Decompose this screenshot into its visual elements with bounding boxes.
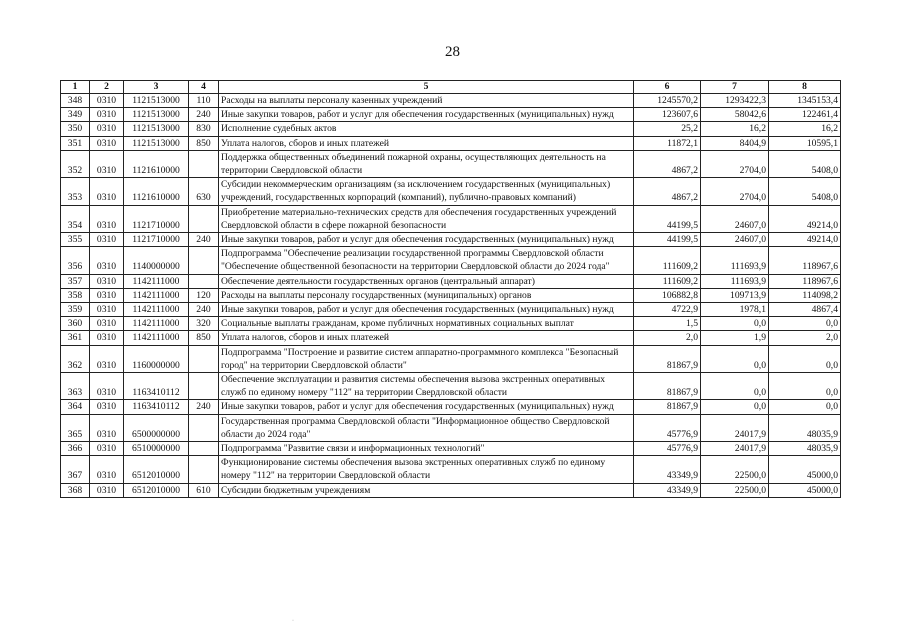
- table-row: [61, 178, 841, 205]
- expense-name: Приобретение материально-технических средств для обеспечения государственных учреждений Свердловской области в сфере пожарной безопасности: [219, 205, 634, 232]
- target-article-code: 6500000000: [124, 414, 189, 441]
- table-row: [61, 456, 841, 483]
- expense-name: Иные закупки товаров, работ и услуг для обеспечения государственных (муниципальных) нужд: [219, 303, 634, 317]
- expense-name: Иные закупки товаров, работ и услуг для обеспечения государственных (муниципальных) нужд: [219, 400, 634, 414]
- section-code: 0310: [90, 483, 124, 497]
- expense-type-code: 240: [189, 303, 219, 317]
- row-number: 350: [61, 122, 90, 136]
- expense-type-code: 630: [189, 178, 219, 205]
- table-row: [61, 288, 841, 302]
- section-code: 0310: [90, 233, 124, 247]
- scan-dot: ·: [292, 618, 294, 624]
- table-row: [61, 373, 841, 400]
- expense-type-code: [189, 456, 219, 483]
- section-code: 0310: [90, 373, 124, 400]
- table-row: [61, 442, 841, 456]
- expense-name: Обеспечение деятельности государственных органов (центральный аппарат): [219, 274, 634, 288]
- row-number: 364: [61, 400, 90, 414]
- expense-name: Подпрограмма "Обеспечение реализации государственной программы Свердловской области "Обеспечение общественной безопасности на территории Свердловской области до 2024 года": [219, 247, 634, 274]
- budget-table: [60, 80, 841, 498]
- amount-year-1: 2,0: [634, 331, 701, 345]
- expense-type-code: 850: [189, 136, 219, 150]
- section-code: 0310: [90, 94, 124, 108]
- amount-year-2: 111693,9: [701, 247, 769, 274]
- amount-year-2: 24607,0: [701, 233, 769, 247]
- target-article-code: 1121610000: [124, 178, 189, 205]
- expense-type-code: [189, 442, 219, 456]
- amount-year-1: 4722,9: [634, 303, 701, 317]
- amount-year-1: 45776,9: [634, 414, 701, 441]
- amount-year-1: 106882,8: [634, 288, 701, 302]
- row-number: 348: [61, 94, 90, 108]
- amount-year-2: 1978,1: [701, 303, 769, 317]
- expense-name: Уплата налогов, сборов и иных платежей: [219, 331, 634, 345]
- expense-type-code: [189, 274, 219, 288]
- target-article-code: 6510000000: [124, 442, 189, 456]
- section-code: 0310: [90, 288, 124, 302]
- amount-year-3: 114098,2: [769, 288, 841, 302]
- amount-year-1: 1,5: [634, 317, 701, 331]
- header-row: [61, 81, 841, 94]
- amount-year-1: 4867,2: [634, 178, 701, 205]
- amount-year-3: 122461,4: [769, 108, 841, 122]
- target-article-code: 1121513000: [124, 108, 189, 122]
- amount-year-1: 11872,1: [634, 136, 701, 150]
- amount-year-1: 25,2: [634, 122, 701, 136]
- amount-year-2: 0,0: [701, 317, 769, 331]
- row-number: 351: [61, 136, 90, 150]
- section-code: 0310: [90, 345, 124, 372]
- amount-year-2: 109713,9: [701, 288, 769, 302]
- amount-year-2: 1293422,3: [701, 94, 769, 108]
- amount-year-1: 81867,9: [634, 345, 701, 372]
- row-number: 363: [61, 373, 90, 400]
- expense-name: Субсидии бюджетным учреждениям: [219, 483, 634, 497]
- amount-year-3: 4867,4: [769, 303, 841, 317]
- expense-name: Социальные выплаты гражданам, кроме публичных нормативных социальных выплат: [219, 317, 634, 331]
- section-code: 0310: [90, 122, 124, 136]
- amount-year-1: 44199,5: [634, 233, 701, 247]
- amount-year-3: 118967,6: [769, 274, 841, 288]
- expense-name: Обеспечение эксплуатации и развития системы обеспечения вызова экстренных оперативных служб по единому номеру "112" на территории Свердловской области: [219, 373, 634, 400]
- expense-name: Расходы на выплаты персоналу казенных учреждений: [219, 94, 634, 108]
- table-row: [61, 150, 841, 177]
- amount-year-2: 22500,0: [701, 483, 769, 497]
- page-number: 28: [445, 44, 460, 60]
- target-article-code: 1121513000: [124, 136, 189, 150]
- section-code: 0310: [90, 205, 124, 232]
- expense-type-code: 830: [189, 122, 219, 136]
- row-number: 368: [61, 483, 90, 497]
- expense-type-code: 120: [189, 288, 219, 302]
- section-code: 0310: [90, 150, 124, 177]
- expense-type-code: [189, 345, 219, 372]
- row-number: 355: [61, 233, 90, 247]
- amount-year-3: 0,0: [769, 345, 841, 372]
- target-article-code: 1121513000: [124, 122, 189, 136]
- section-code: 0310: [90, 400, 124, 414]
- section-code: 0310: [90, 178, 124, 205]
- target-article-code: 1140000000: [124, 247, 189, 274]
- column-header: 2: [90, 81, 124, 94]
- target-article-code: 1160000000: [124, 345, 189, 372]
- expense-name: Иные закупки товаров, работ и услуг для обеспечения государственных (муниципальных) нужд: [219, 233, 634, 247]
- amount-year-3: 45000,0: [769, 456, 841, 483]
- expense-type-code: 320: [189, 317, 219, 331]
- expense-type-code: [189, 247, 219, 274]
- amount-year-3: 0,0: [769, 400, 841, 414]
- expense-name: Подпрограмма "Развитие связи и информационных технологий": [219, 442, 634, 456]
- table-row: [61, 108, 841, 122]
- amount-year-3: 48035,9: [769, 442, 841, 456]
- amount-year-1: 45776,9: [634, 442, 701, 456]
- table-row: [61, 122, 841, 136]
- table-row: [61, 345, 841, 372]
- column-header: 6: [634, 81, 701, 94]
- row-number: 360: [61, 317, 90, 331]
- table-row: [61, 94, 841, 108]
- amount-year-3: 49214,0: [769, 205, 841, 232]
- amount-year-1: 111609,2: [634, 247, 701, 274]
- expense-type-code: 240: [189, 108, 219, 122]
- column-header: 1: [61, 81, 90, 94]
- amount-year-3: 45000,0: [769, 483, 841, 497]
- table-row: [61, 247, 841, 274]
- target-article-code: 1142111000: [124, 288, 189, 302]
- expense-name: Расходы на выплаты персоналу государственных (муниципальных) органов: [219, 288, 634, 302]
- section-code: 0310: [90, 331, 124, 345]
- section-code: 0310: [90, 247, 124, 274]
- amount-year-2: 2704,0: [701, 178, 769, 205]
- amount-year-1: 81867,9: [634, 400, 701, 414]
- row-number: 357: [61, 274, 90, 288]
- amount-year-3: 118967,6: [769, 247, 841, 274]
- section-code: 0310: [90, 108, 124, 122]
- expense-name: Поддержка общественных объединений пожарной охраны, осуществляющих деятельность на территории Свердловской области: [219, 150, 634, 177]
- amount-year-3: 16,2: [769, 122, 841, 136]
- expense-name: Функционирование системы обеспечения вызова экстренных оперативных служб по единому номеру "112" на территории Свердловской области: [219, 456, 634, 483]
- amount-year-2: 0,0: [701, 400, 769, 414]
- amount-year-2: 24017,9: [701, 414, 769, 441]
- row-number: 366: [61, 442, 90, 456]
- amount-year-1: 4867,2: [634, 150, 701, 177]
- target-article-code: 1163410112: [124, 400, 189, 414]
- row-number: 352: [61, 150, 90, 177]
- amount-year-2: 1,9: [701, 331, 769, 345]
- section-code: 0310: [90, 317, 124, 331]
- table-row: [61, 233, 841, 247]
- column-header: 4: [189, 81, 219, 94]
- target-article-code: 1142111000: [124, 274, 189, 288]
- expense-type-code: [189, 373, 219, 400]
- expense-type-code: 850: [189, 331, 219, 345]
- expense-name: Иные закупки товаров, работ и услуг для обеспечения государственных (муниципальных) нужд: [219, 108, 634, 122]
- target-article-code: 1142111000: [124, 331, 189, 345]
- amount-year-1: 44199,5: [634, 205, 701, 232]
- row-number: 362: [61, 345, 90, 372]
- row-number: 349: [61, 108, 90, 122]
- table-row: [61, 414, 841, 441]
- expense-name: Субсидии некоммерческим организациям (за исключением государственных (муниципальных) учреждений, государственных корпораций (компаний), публично-правовых компаний): [219, 178, 634, 205]
- amount-year-3: 10595,1: [769, 136, 841, 150]
- table-row: [61, 136, 841, 150]
- row-number: 361: [61, 331, 90, 345]
- table-row: [61, 303, 841, 317]
- amount-year-1: 123607,6: [634, 108, 701, 122]
- row-number: 365: [61, 414, 90, 441]
- amount-year-2: 58042,6: [701, 108, 769, 122]
- target-article-code: 1121710000: [124, 233, 189, 247]
- column-header: 3: [124, 81, 189, 94]
- section-code: 0310: [90, 274, 124, 288]
- expense-type-code: 240: [189, 400, 219, 414]
- section-code: 0310: [90, 136, 124, 150]
- amount-year-1: 1245570,2: [634, 94, 701, 108]
- row-number: 367: [61, 456, 90, 483]
- amount-year-2: 0,0: [701, 345, 769, 372]
- target-article-code: 6512010000: [124, 483, 189, 497]
- amount-year-3: 48035,9: [769, 414, 841, 441]
- row-number: 353: [61, 178, 90, 205]
- expense-type-code: [189, 414, 219, 441]
- amount-year-1: 43349,9: [634, 483, 701, 497]
- table-row: [61, 483, 841, 497]
- table-row: [61, 205, 841, 232]
- amount-year-2: 16,2: [701, 122, 769, 136]
- table-row: [61, 317, 841, 331]
- table-row: [61, 331, 841, 345]
- amount-year-1: 111609,2: [634, 274, 701, 288]
- target-article-code: 6512010000: [124, 456, 189, 483]
- amount-year-3: 49214,0: [769, 233, 841, 247]
- amount-year-3: 5408,0: [769, 150, 841, 177]
- row-number: 358: [61, 288, 90, 302]
- amount-year-3: 2,0: [769, 331, 841, 345]
- section-code: 0310: [90, 442, 124, 456]
- column-header: 7: [701, 81, 769, 94]
- target-article-code: 1121610000: [124, 150, 189, 177]
- expense-name: Исполнение судебных актов: [219, 122, 634, 136]
- expense-name: Уплата налогов, сборов и иных платежей: [219, 136, 634, 150]
- amount-year-2: 2704,0: [701, 150, 769, 177]
- expense-type-code: 610: [189, 483, 219, 497]
- section-code: 0310: [90, 456, 124, 483]
- table-row: [61, 274, 841, 288]
- amount-year-2: 8404,9: [701, 136, 769, 150]
- target-article-code: 1121513000: [124, 94, 189, 108]
- table-row: [61, 400, 841, 414]
- amount-year-3: 0,0: [769, 373, 841, 400]
- amount-year-3: 0,0: [769, 317, 841, 331]
- target-article-code: 1163410112: [124, 373, 189, 400]
- amount-year-1: 43349,9: [634, 456, 701, 483]
- amount-year-1: 81867,9: [634, 373, 701, 400]
- expense-type-code: [189, 150, 219, 177]
- section-code: 0310: [90, 414, 124, 441]
- row-number: 356: [61, 247, 90, 274]
- section-code: 0310: [90, 303, 124, 317]
- amount-year-2: 24607,0: [701, 205, 769, 232]
- amount-year-2: 111693,9: [701, 274, 769, 288]
- target-article-code: 1142111000: [124, 317, 189, 331]
- amount-year-3: 5408,0: [769, 178, 841, 205]
- row-number: 354: [61, 205, 90, 232]
- amount-year-2: 24017,9: [701, 442, 769, 456]
- target-article-code: 1121710000: [124, 205, 189, 232]
- amount-year-3: 1345153,4: [769, 94, 841, 108]
- column-header: 5: [219, 81, 634, 94]
- expense-type-code: [189, 205, 219, 232]
- row-number: 359: [61, 303, 90, 317]
- target-article-code: 1142111000: [124, 303, 189, 317]
- column-header: 8: [769, 81, 841, 94]
- expense-type-code: 110: [189, 94, 219, 108]
- amount-year-2: 0,0: [701, 373, 769, 400]
- amount-year-2: 22500,0: [701, 456, 769, 483]
- expense-name: Государственная программа Свердловской области "Информационное общество Свердловской области до 2024 года": [219, 414, 634, 441]
- expense-type-code: 240: [189, 233, 219, 247]
- expense-name: Подпрограмма "Построение и развитие систем аппаратно-программного комплекса "Безопасный город" на территории Свердловской области": [219, 345, 634, 372]
